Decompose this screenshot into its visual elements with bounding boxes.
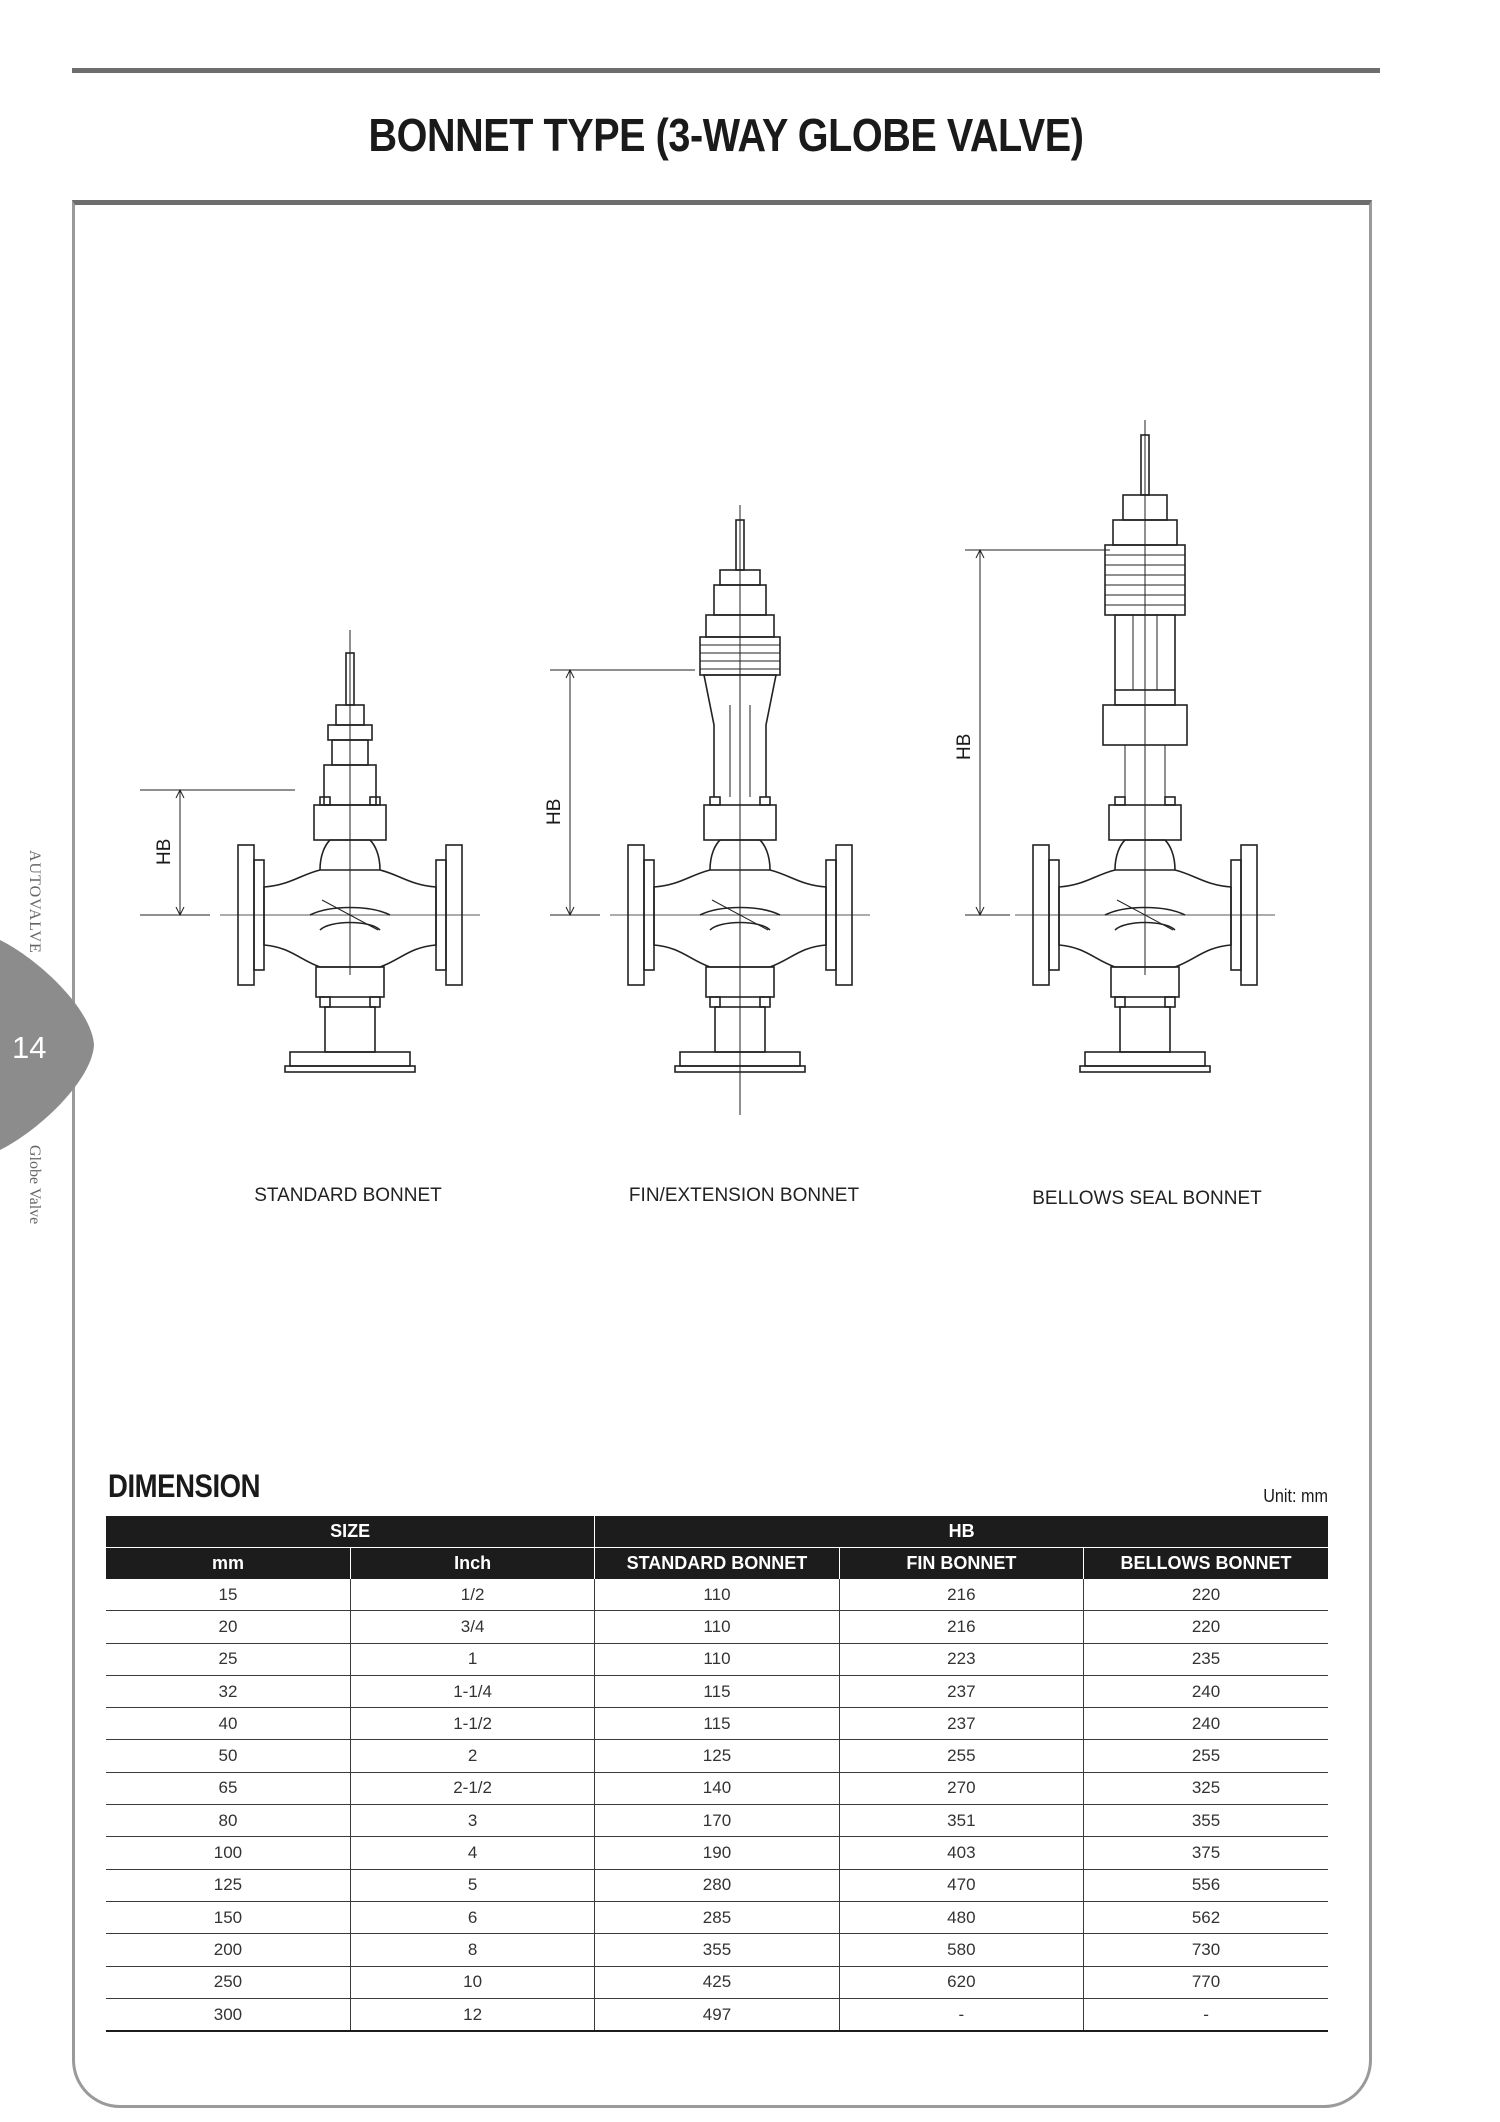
hb-label-fin: HB (544, 798, 565, 825)
size-group-header: SIZE (106, 1516, 595, 1548)
cell-mm: 80 (106, 1805, 350, 1837)
cell-fin-bonnet: 216 (839, 1611, 1083, 1643)
table-row (106, 1579, 1328, 1611)
cell-bellows-bonnet: 235 (1084, 1643, 1328, 1675)
cell-fin-bonnet: 351 (839, 1805, 1083, 1837)
table-row (106, 1708, 1328, 1740)
table-row (106, 1740, 1328, 1772)
dimension-title: DIMENSION (108, 1468, 261, 1504)
unit-label: Unit: mm (1263, 1486, 1328, 1506)
cell-bellows-bonnet: 375 (1084, 1837, 1328, 1869)
cell-inch: 2-1/2 (350, 1772, 594, 1804)
cell-bellows-bonnet: - (1084, 1998, 1328, 2031)
table-row (106, 1805, 1328, 1837)
column-header-mm: mm (106, 1548, 350, 1580)
cell-standard-bonnet: 425 (595, 1966, 839, 1998)
cell-mm: 25 (106, 1643, 350, 1675)
cell-mm: 65 (106, 1772, 350, 1804)
column-header-standard-bonnet: STANDARD BONNET (595, 1548, 839, 1580)
cell-mm: 15 (106, 1579, 350, 1611)
caption-bellows-bonnet: BELLOWS SEAL BONNET (1032, 1188, 1262, 1209)
cell-standard-bonnet: 170 (595, 1805, 839, 1837)
cell-inch: 6 (350, 1901, 594, 1933)
cell-fin-bonnet: 255 (839, 1740, 1083, 1772)
caption-fin-bonnet: FIN/EXTENSION BONNET (628, 1185, 860, 1206)
side-section-text: Globe Valve (26, 1145, 43, 1225)
top-rule (72, 68, 1380, 73)
cell-inch: 1-1/2 (350, 1708, 594, 1740)
cell-fin-bonnet: 237 (839, 1708, 1083, 1740)
table-row (106, 1837, 1328, 1869)
cell-bellows-bonnet: 220 (1084, 1579, 1328, 1611)
cell-inch: 10 (350, 1966, 594, 1998)
cell-standard-bonnet: 140 (595, 1772, 839, 1804)
cell-standard-bonnet: 280 (595, 1869, 839, 1901)
cell-standard-bonnet: 115 (595, 1708, 839, 1740)
cell-mm: 50 (106, 1740, 350, 1772)
column-header-inch: Inch (350, 1548, 594, 1580)
cell-inch: 5 (350, 1869, 594, 1901)
cell-standard-bonnet: 497 (595, 1998, 839, 2031)
cell-bellows-bonnet: 556 (1084, 1869, 1328, 1901)
table-row (106, 1611, 1328, 1643)
cell-mm: 32 (106, 1675, 350, 1707)
cell-mm: 200 (106, 1934, 350, 1966)
hb-label-standard: HB (154, 838, 175, 865)
cell-bellows-bonnet: 325 (1084, 1772, 1328, 1804)
cell-bellows-bonnet: 355 (1084, 1805, 1328, 1837)
cell-inch: 12 (350, 1998, 594, 2031)
table-row (106, 1643, 1328, 1675)
page-title: BONNET TYPE (3-WAY GLOBE VALVE) (368, 109, 1084, 161)
cell-fin-bonnet: 620 (839, 1966, 1083, 1998)
cell-bellows-bonnet: 562 (1084, 1901, 1328, 1933)
cell-bellows-bonnet: 220 (1084, 1611, 1328, 1643)
caption-standard-bonnet: STANDARD BONNET (254, 1185, 442, 1206)
cell-fin-bonnet: 580 (839, 1934, 1083, 1966)
cell-bellows-bonnet: 255 (1084, 1740, 1328, 1772)
cell-fin-bonnet: 403 (839, 1837, 1083, 1869)
cell-mm: 300 (106, 1998, 350, 2031)
cell-standard-bonnet: 110 (595, 1579, 839, 1611)
cell-fin-bonnet: 237 (839, 1675, 1083, 1707)
cell-fin-bonnet: 270 (839, 1772, 1083, 1804)
page-number: 14 (12, 1030, 47, 1065)
table-row (106, 1675, 1328, 1707)
cell-inch: 2 (350, 1740, 594, 1772)
cell-standard-bonnet: 115 (595, 1675, 839, 1707)
hb-group-header: HB (595, 1516, 1328, 1548)
cell-inch: 1-1/4 (350, 1675, 594, 1707)
hb-label-bellows: HB (954, 733, 975, 760)
table-row (106, 1998, 1328, 2031)
cell-fin-bonnet: 223 (839, 1643, 1083, 1675)
table-row (106, 1869, 1328, 1901)
side-brand-text: AUTOVALVE (26, 850, 43, 954)
cell-standard-bonnet: 125 (595, 1740, 839, 1772)
table-row (106, 1934, 1328, 1966)
dimension-table-body (106, 1579, 1328, 2031)
cell-standard-bonnet: 110 (595, 1643, 839, 1675)
cell-bellows-bonnet: 240 (1084, 1708, 1328, 1740)
cell-mm: 125 (106, 1869, 350, 1901)
cell-bellows-bonnet: 730 (1084, 1934, 1328, 1966)
cell-mm: 20 (106, 1611, 350, 1643)
cell-mm: 100 (106, 1837, 350, 1869)
cell-standard-bonnet: 355 (595, 1934, 839, 1966)
table-row (106, 1901, 1328, 1933)
valve-drawings (140, 410, 1300, 1210)
cell-fin-bonnet: 480 (839, 1901, 1083, 1933)
cell-fin-bonnet: - (839, 1998, 1083, 2031)
cell-mm: 40 (106, 1708, 350, 1740)
cell-bellows-bonnet: 240 (1084, 1675, 1328, 1707)
cell-inch: 4 (350, 1837, 594, 1869)
column-header-bellows-bonnet: BELLOWS BONNET (1084, 1548, 1328, 1580)
cell-inch: 8 (350, 1934, 594, 1966)
cell-inch: 1 (350, 1643, 594, 1675)
cell-mm: 250 (106, 1966, 350, 1998)
cell-standard-bonnet: 285 (595, 1901, 839, 1933)
column-header-fin-bonnet: FIN BONNET (839, 1548, 1083, 1580)
cell-mm: 150 (106, 1901, 350, 1933)
cell-fin-bonnet: 216 (839, 1579, 1083, 1611)
cell-fin-bonnet: 470 (839, 1869, 1083, 1901)
cell-standard-bonnet: 190 (595, 1837, 839, 1869)
cell-inch: 3/4 (350, 1611, 594, 1643)
cell-standard-bonnet: 110 (595, 1611, 839, 1643)
cell-inch: 3 (350, 1805, 594, 1837)
dimension-table (106, 1516, 1328, 2032)
cell-bellows-bonnet: 770 (1084, 1966, 1328, 1998)
table-row (106, 1772, 1328, 1804)
table-row (106, 1966, 1328, 1998)
cell-inch: 1/2 (350, 1579, 594, 1611)
